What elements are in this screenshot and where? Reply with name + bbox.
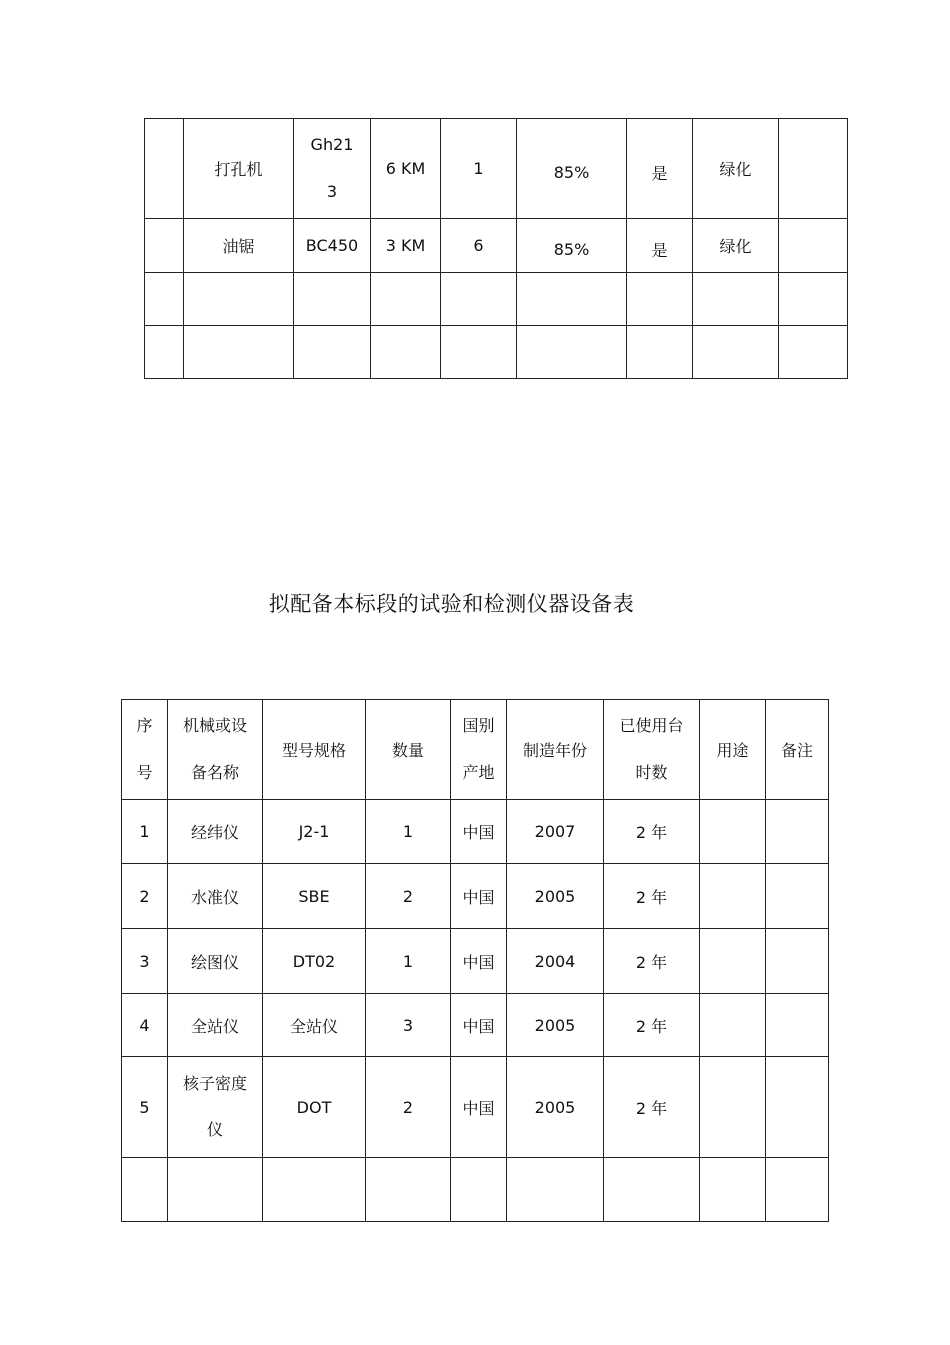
instrument-equipment-table: [121, 699, 829, 1222]
table-cell: [517, 219, 627, 273]
table-cell: 中国: [451, 994, 507, 1057]
table-cell: 2 年: [604, 994, 700, 1057]
table-cell: 中国: [451, 1057, 507, 1158]
table-cell: 1: [366, 800, 451, 864]
table-cell: [294, 326, 371, 379]
table-cell: 6 KM: [371, 119, 441, 219]
table-cell: [627, 326, 693, 379]
table-cell: [700, 994, 766, 1057]
table-cell: [294, 273, 371, 326]
table-cell: 3: [122, 929, 168, 994]
table-cell: [441, 326, 517, 379]
header-cell: 用途: [700, 700, 766, 800]
table-cell: [779, 326, 848, 379]
table-cell: 1: [366, 929, 451, 994]
table-cell: 2: [366, 1057, 451, 1158]
header-cell: 备注: [766, 700, 829, 800]
table-row: [122, 1158, 829, 1222]
table-cell: 全站仪: [263, 994, 366, 1057]
table-cell: [366, 1158, 451, 1222]
table-cell: DOT: [263, 1057, 366, 1158]
table-cell: [700, 1158, 766, 1222]
table-cell: 2: [366, 864, 451, 929]
table-cell: [371, 326, 441, 379]
table-cell: [627, 273, 693, 326]
table-cell: 全站仪: [168, 994, 263, 1057]
table-cell: 2: [122, 864, 168, 929]
table-cell: [627, 119, 693, 219]
table-cell: 1: [122, 800, 168, 864]
table-header-row: [122, 700, 829, 800]
table-cell: 绿化: [693, 219, 779, 273]
table-cell: [700, 929, 766, 994]
table-cell: [766, 994, 829, 1057]
table-cell: 4: [122, 994, 168, 1057]
table-cell: 2005: [507, 1057, 604, 1158]
table-row: [122, 994, 829, 1057]
table-cell: 中国: [451, 864, 507, 929]
table-cell: [145, 326, 184, 379]
table-cell-value: 是: [651, 241, 668, 260]
table-cell: 2004: [507, 929, 604, 994]
table-cell: [371, 273, 441, 326]
table-row: [122, 929, 829, 994]
table-cell: 1: [441, 119, 517, 219]
table-cell: [451, 1158, 507, 1222]
table-cell: 2 年: [604, 864, 700, 929]
table-cell: [517, 119, 627, 219]
table-cell: [766, 864, 829, 929]
table-cell: 中国: [451, 800, 507, 864]
table-cell: [766, 1057, 829, 1158]
table-cell: 2 年: [604, 929, 700, 994]
table-cell-value: 85%: [553, 163, 590, 182]
table-cell: [766, 800, 829, 864]
table-cell: [700, 800, 766, 864]
table-cell: [693, 273, 779, 326]
header-cell: 序号: [122, 700, 168, 800]
header-cell: 已使用台时数: [604, 700, 700, 800]
table-cell: 2 年: [604, 1057, 700, 1158]
table-cell: [766, 929, 829, 994]
table-cell: BC450: [294, 219, 371, 273]
table-row: [122, 864, 829, 929]
header-cell: 数量: [366, 700, 451, 800]
table-cell: 绘图仪: [168, 929, 263, 994]
table-cell: 水准仪: [168, 864, 263, 929]
table-cell: [700, 1057, 766, 1158]
table-cell: [700, 864, 766, 929]
table-cell: [779, 273, 848, 326]
table-row: [122, 800, 829, 864]
equipment-table-continued: [144, 118, 848, 379]
table-cell: 经纬仪: [168, 800, 263, 864]
table-cell: SBE: [263, 864, 366, 929]
header-cell: 国别产地: [451, 700, 507, 800]
table-cell: DT02: [263, 929, 366, 994]
table-cell: 5: [122, 1057, 168, 1158]
table-row: [145, 219, 848, 273]
table-cell-value: 85%: [553, 240, 590, 259]
table-cell: [263, 1158, 366, 1222]
table-cell: [693, 326, 779, 379]
table-cell: [779, 119, 848, 219]
table-cell: [184, 326, 294, 379]
table-cell: [627, 219, 693, 273]
table-cell: [145, 273, 184, 326]
table-cell: [507, 1158, 604, 1222]
table-cell: 核子密度仪: [168, 1057, 263, 1158]
table-cell: [184, 273, 294, 326]
table-cell: [604, 1158, 700, 1222]
table-cell: [122, 1158, 168, 1222]
table-cell: Gh21 3: [294, 119, 371, 219]
section-title: 拟配备本标段的试验和检测仪器设备表: [268, 592, 635, 616]
header-cell: 制造年份: [507, 700, 604, 800]
table-cell: 绿化: [693, 119, 779, 219]
table-cell: 2005: [507, 864, 604, 929]
header-cell: 型号规格: [263, 700, 366, 800]
table-cell: [517, 326, 627, 379]
table-row: [122, 1057, 829, 1158]
table-cell: 打孔机: [184, 119, 294, 219]
table-cell: 3 KM: [371, 219, 441, 273]
header-cell: 机械或设备名称: [168, 700, 263, 800]
table-cell: 3: [366, 994, 451, 1057]
table-cell: [168, 1158, 263, 1222]
table-cell: 2 年: [604, 800, 700, 864]
table-cell: 2007: [507, 800, 604, 864]
table-cell: J2-1: [263, 800, 366, 864]
table-cell: 油锯: [184, 219, 294, 273]
table-cell: [441, 273, 517, 326]
table-cell: 中国: [451, 929, 507, 994]
table-cell: [145, 119, 184, 219]
table-cell: [145, 219, 184, 273]
table-row: [145, 326, 848, 379]
table-cell: 6: [441, 219, 517, 273]
table-row: [145, 273, 848, 326]
table-cell: [779, 219, 848, 273]
table-cell: [766, 1158, 829, 1222]
table-cell: [517, 273, 627, 326]
table-cell: 2005: [507, 994, 604, 1057]
table-cell-value: 是: [651, 164, 668, 183]
table-row: [145, 119, 848, 219]
